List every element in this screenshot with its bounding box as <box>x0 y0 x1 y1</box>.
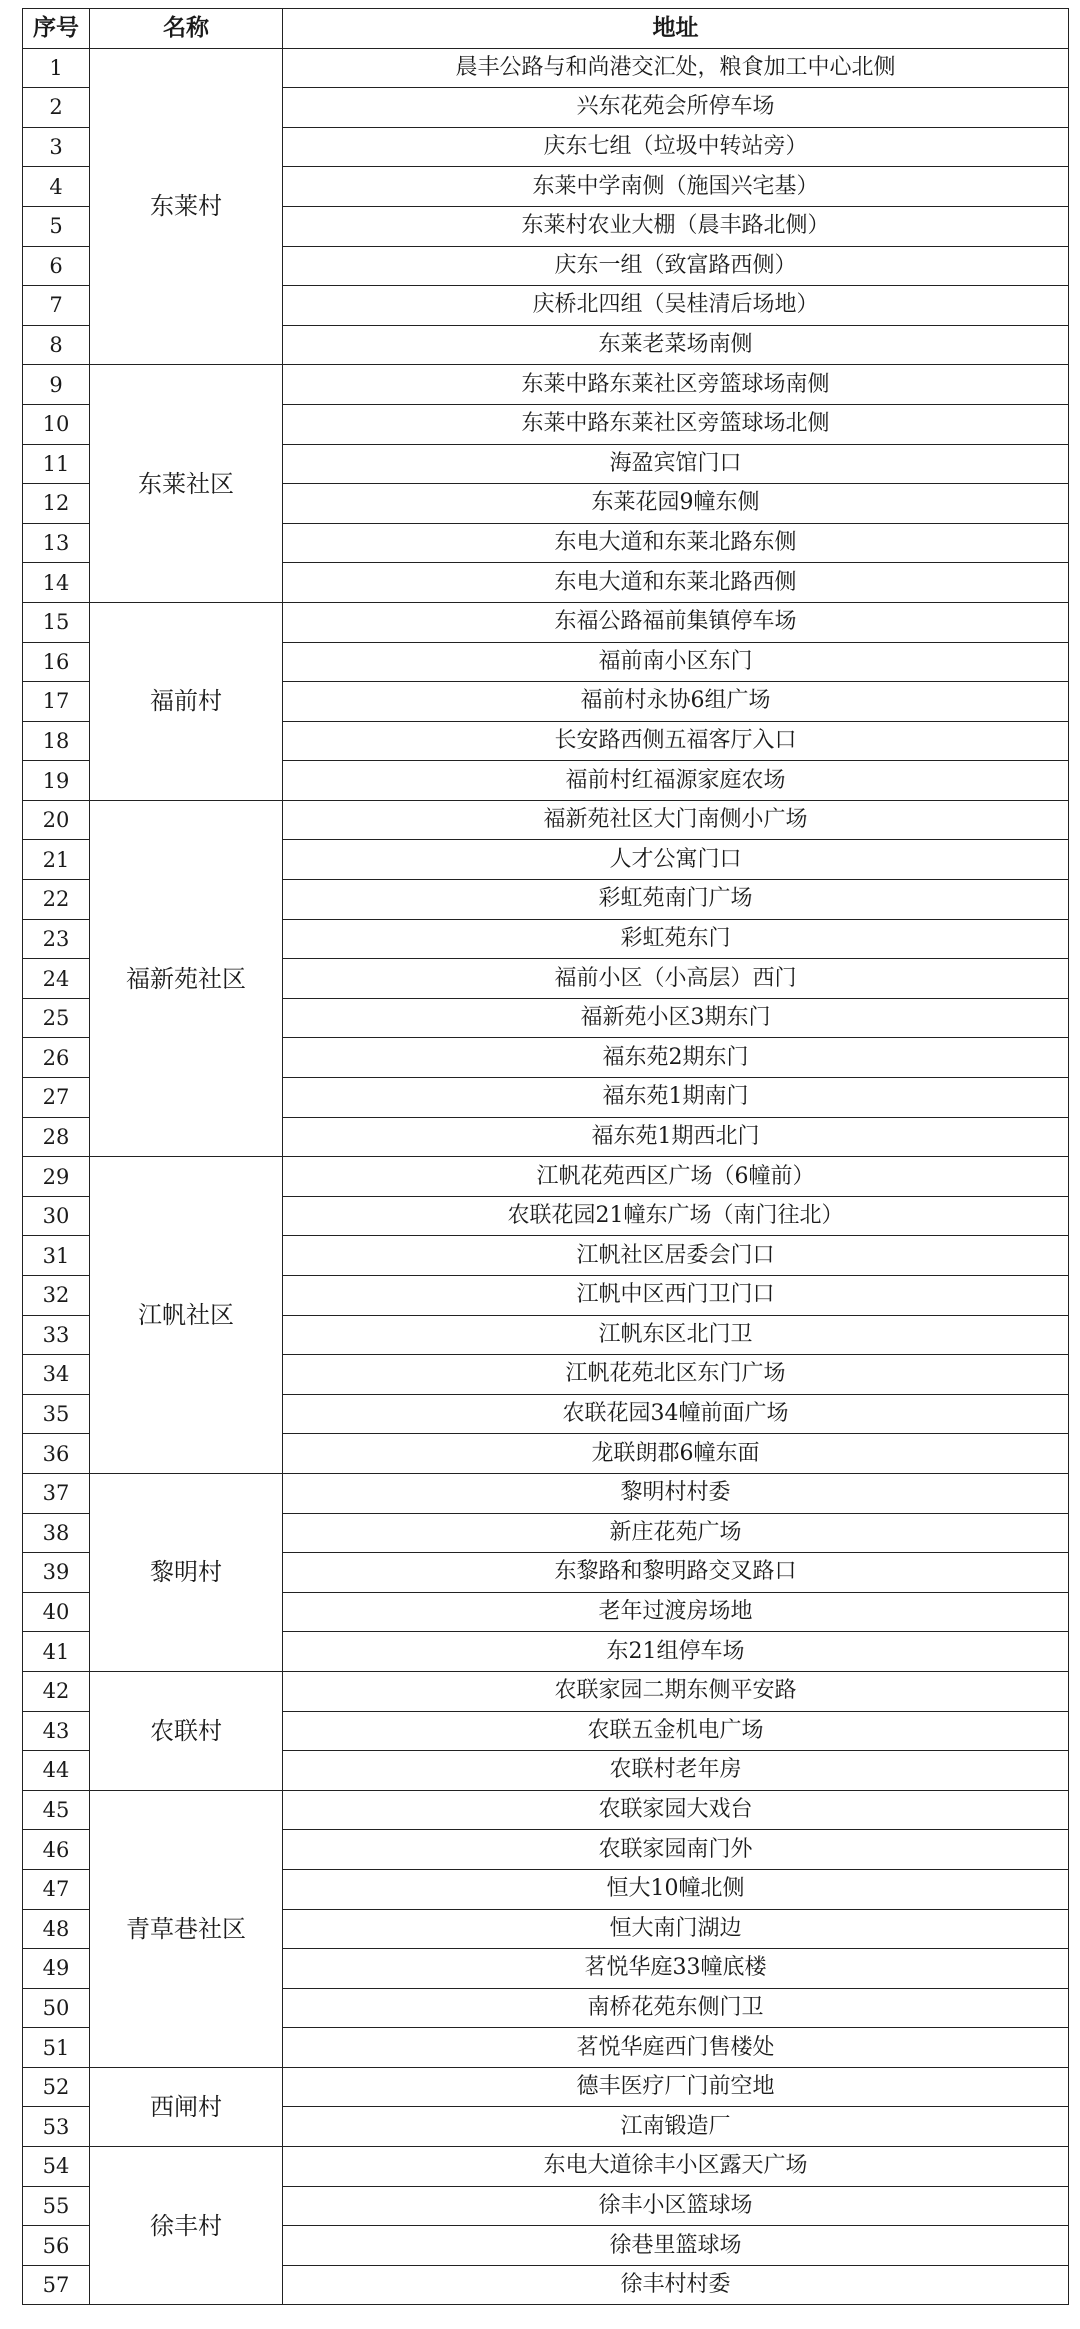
row-seq: 13 <box>23 523 90 563</box>
row-address: 江帆花苑北区东门广场 <box>283 1355 1069 1395</box>
row-seq: 42 <box>23 1671 90 1711</box>
row-address: 福新苑小区3期东门 <box>283 998 1069 1038</box>
row-address: 福东苑1期西北门 <box>283 1117 1069 1157</box>
row-address: 茗悦华庭33幢底楼 <box>283 1949 1069 1989</box>
row-address: 东莱老菜场南侧 <box>283 325 1069 365</box>
row-address: 东电大道和东莱北路东侧 <box>283 523 1069 563</box>
row-address: 彩虹苑南门广场 <box>283 880 1069 920</box>
row-address: 茗悦华庭西门售楼处 <box>283 2028 1069 2068</box>
row-address: 福前村永协6组广场 <box>283 682 1069 722</box>
location-table <box>22 8 1069 2305</box>
row-address: 东莱中路东莱社区旁篮球场南侧 <box>283 365 1069 405</box>
row-seq: 10 <box>23 404 90 444</box>
table-row <box>23 2147 1069 2187</box>
row-address: 新庄花苑广场 <box>283 1513 1069 1553</box>
row-address: 庆东七组（垃圾中转站旁） <box>283 127 1069 167</box>
table-row <box>23 365 1069 405</box>
row-address: 东莱中学南侧（施国兴宅基） <box>283 167 1069 207</box>
row-seq: 48 <box>23 1909 90 1949</box>
row-address: 南桥花苑东侧门卫 <box>283 1988 1069 2028</box>
row-seq: 47 <box>23 1869 90 1909</box>
row-address: 江南锻造厂 <box>283 2107 1069 2147</box>
row-seq: 28 <box>23 1117 90 1157</box>
row-address: 龙联朗郡6幢东面 <box>283 1434 1069 1474</box>
row-address: 徐丰小区篮球场 <box>283 2186 1069 2226</box>
row-seq: 38 <box>23 1513 90 1553</box>
row-address: 农联家园二期东侧平安路 <box>283 1671 1069 1711</box>
row-address: 江帆花苑西区广场（6幢前） <box>283 1157 1069 1197</box>
row-address: 福东苑2期东门 <box>283 1038 1069 1078</box>
group-name: 西闸村 <box>90 2067 283 2146</box>
row-address: 东黎路和黎明路交叉路口 <box>283 1553 1069 1593</box>
group-name: 江帆社区 <box>90 1157 283 1474</box>
group-name: 东莱村 <box>90 48 283 365</box>
table-row <box>23 800 1069 840</box>
row-address: 农联家园大戏台 <box>283 1790 1069 1830</box>
row-address: 江帆社区居委会门口 <box>283 1236 1069 1276</box>
row-seq: 53 <box>23 2107 90 2147</box>
group-name: 农联村 <box>90 1671 283 1790</box>
group-name: 黎明村 <box>90 1473 283 1671</box>
row-address: 农联五金机电广场 <box>283 1711 1069 1751</box>
row-address: 农联村老年房 <box>283 1751 1069 1791</box>
row-seq: 14 <box>23 563 90 603</box>
row-seq: 11 <box>23 444 90 484</box>
row-address: 彩虹苑东门 <box>283 919 1069 959</box>
group-name: 福前村 <box>90 602 283 800</box>
row-address: 老年过渡房场地 <box>283 1592 1069 1632</box>
header-name: 名称 <box>90 9 283 49</box>
row-seq: 46 <box>23 1830 90 1870</box>
row-address: 海盈宾馆门口 <box>283 444 1069 484</box>
row-address: 福前小区（小高层）西门 <box>283 959 1069 999</box>
table-row <box>23 602 1069 642</box>
header-address: 地址 <box>283 9 1069 49</box>
row-seq: 43 <box>23 1711 90 1751</box>
row-address: 庆桥北四组（吴桂清后场地） <box>283 286 1069 326</box>
row-address: 兴东花苑会所停车场 <box>283 88 1069 128</box>
row-address: 农联花园34幢前面广场 <box>283 1394 1069 1434</box>
row-address: 农联花园21幢东广场（南门往北） <box>283 1196 1069 1236</box>
header-row <box>23 9 1069 49</box>
row-seq: 16 <box>23 642 90 682</box>
row-seq: 19 <box>23 761 90 801</box>
row-seq: 23 <box>23 919 90 959</box>
group-name: 青草巷社区 <box>90 1790 283 2067</box>
row-address: 福新苑社区大门南侧小广场 <box>283 800 1069 840</box>
group-name: 徐丰村 <box>90 2147 283 2305</box>
row-seq: 25 <box>23 998 90 1038</box>
row-address: 东21组停车场 <box>283 1632 1069 1672</box>
table-body <box>23 48 1069 2305</box>
row-seq: 39 <box>23 1553 90 1593</box>
row-address: 庆东一组（致富路西侧） <box>283 246 1069 286</box>
row-address: 江帆东区北门卫 <box>283 1315 1069 1355</box>
row-seq: 49 <box>23 1949 90 1989</box>
header-seq: 序号 <box>23 9 90 49</box>
row-seq: 29 <box>23 1157 90 1197</box>
row-seq: 22 <box>23 880 90 920</box>
row-seq: 9 <box>23 365 90 405</box>
row-seq: 4 <box>23 167 90 207</box>
table-row <box>23 48 1069 88</box>
row-seq: 8 <box>23 325 90 365</box>
row-address: 福前南小区东门 <box>283 642 1069 682</box>
row-seq: 34 <box>23 1355 90 1395</box>
row-address: 晨丰公路与和尚港交汇处，粮食加工中心北侧 <box>283 48 1069 88</box>
row-address: 东莱花园9幢东侧 <box>283 484 1069 524</box>
row-seq: 50 <box>23 1988 90 2028</box>
row-seq: 2 <box>23 88 90 128</box>
row-seq: 45 <box>23 1790 90 1830</box>
row-seq: 3 <box>23 127 90 167</box>
row-seq: 7 <box>23 286 90 326</box>
row-seq: 44 <box>23 1751 90 1791</box>
row-address: 恒大南门湖边 <box>283 1909 1069 1949</box>
row-address: 东福公路福前集镇停车场 <box>283 602 1069 642</box>
row-address: 黎明村村委 <box>283 1473 1069 1513</box>
row-address: 福东苑1期南门 <box>283 1078 1069 1118</box>
row-seq: 1 <box>23 48 90 88</box>
row-address: 恒大10幢北侧 <box>283 1869 1069 1909</box>
row-seq: 20 <box>23 800 90 840</box>
row-seq: 52 <box>23 2067 90 2107</box>
row-address: 徐巷里篮球场 <box>283 2226 1069 2266</box>
row-seq: 24 <box>23 959 90 999</box>
row-seq: 41 <box>23 1632 90 1672</box>
row-seq: 17 <box>23 682 90 722</box>
row-seq: 51 <box>23 2028 90 2068</box>
row-address: 东电大道徐丰小区露天广场 <box>283 2147 1069 2187</box>
row-seq: 5 <box>23 206 90 246</box>
row-seq: 56 <box>23 2226 90 2266</box>
row-seq: 18 <box>23 721 90 761</box>
table-row <box>23 1671 1069 1711</box>
row-seq: 6 <box>23 246 90 286</box>
row-seq: 32 <box>23 1276 90 1316</box>
group-name: 福新苑社区 <box>90 800 283 1156</box>
row-address: 人才公寓门口 <box>283 840 1069 880</box>
row-seq: 40 <box>23 1592 90 1632</box>
table-row <box>23 2067 1069 2107</box>
row-address: 徐丰村村委 <box>283 2265 1069 2305</box>
row-seq: 35 <box>23 1394 90 1434</box>
row-address: 东莱村农业大棚（晨丰路北侧） <box>283 206 1069 246</box>
row-address: 江帆中区西门卫门口 <box>283 1276 1069 1316</box>
table-row <box>23 1473 1069 1513</box>
row-address: 东电大道和东莱北路西侧 <box>283 563 1069 603</box>
row-seq: 37 <box>23 1473 90 1513</box>
table-row <box>23 1157 1069 1197</box>
row-seq: 30 <box>23 1196 90 1236</box>
group-name: 东莱社区 <box>90 365 283 603</box>
row-seq: 26 <box>23 1038 90 1078</box>
row-seq: 15 <box>23 602 90 642</box>
table-row <box>23 1790 1069 1830</box>
row-seq: 36 <box>23 1434 90 1474</box>
row-seq: 33 <box>23 1315 90 1355</box>
row-seq: 12 <box>23 484 90 524</box>
row-seq: 55 <box>23 2186 90 2226</box>
row-address: 农联家园南门外 <box>283 1830 1069 1870</box>
row-seq: 27 <box>23 1078 90 1118</box>
row-address: 德丰医疗厂门前空地 <box>283 2067 1069 2107</box>
row-seq: 54 <box>23 2147 90 2187</box>
row-address: 东莱中路东莱社区旁篮球场北侧 <box>283 404 1069 444</box>
row-seq: 21 <box>23 840 90 880</box>
row-address: 长安路西侧五福客厅入口 <box>283 721 1069 761</box>
row-seq: 31 <box>23 1236 90 1276</box>
row-seq: 57 <box>23 2265 90 2305</box>
row-address: 福前村红福源家庭农场 <box>283 761 1069 801</box>
